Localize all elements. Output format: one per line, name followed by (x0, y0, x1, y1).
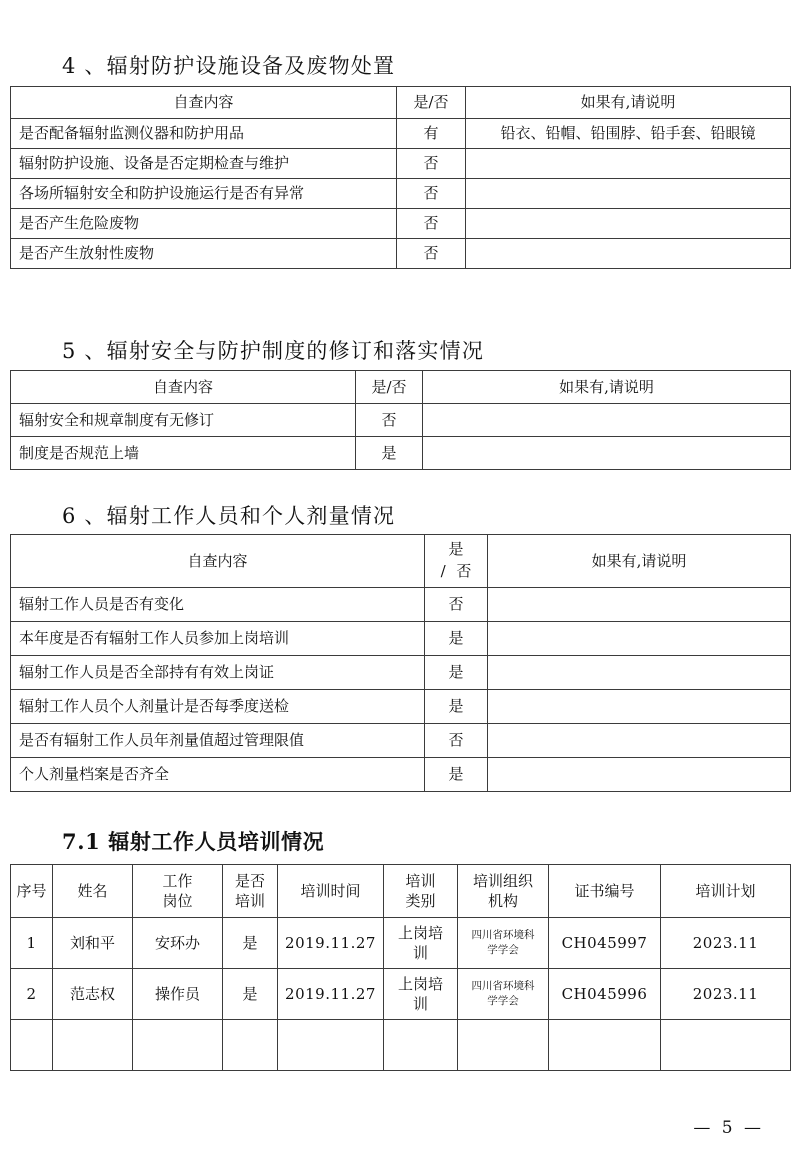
row-content: 辐射安全和规章制度有无修订 (11, 404, 356, 437)
row-content: 辐射工作人员个人剂量计是否每季度送检 (11, 690, 425, 724)
cell-name: 范志权 (53, 969, 133, 1020)
row-content: 辐射工作人员是否有变化 (11, 588, 425, 622)
row-answer: 否 (397, 179, 466, 209)
row-answer: 否 (397, 149, 466, 179)
section-6-heading: 6 、辐射工作人员和个人剂量情况 (62, 504, 396, 528)
column-header-content: 自查内容 (11, 535, 425, 588)
row-answer: 是 (425, 656, 488, 690)
row-note (466, 239, 791, 269)
yes-no-stack (433, 539, 479, 583)
row-content: 个人剂量档案是否齐全 (11, 758, 425, 792)
cell-trained: 是 (223, 918, 278, 969)
cell-position (133, 1020, 223, 1071)
column-header-seq: 序号 (11, 865, 53, 918)
column-header-plan: 培训计划 (661, 865, 791, 918)
cell-organization (458, 1020, 549, 1071)
section-4-heading: 4 、辐射防护设施设备及废物处置 (62, 54, 396, 78)
table-row (11, 588, 791, 622)
row-note: 铅衣、铅帽、铅围脖、铅手套、铅眼镜 (466, 119, 791, 149)
row-note (423, 404, 791, 437)
cell-organization: 四川省环境科 学学会 (458, 969, 549, 1020)
column-header-train-date: 培训时间 (278, 865, 384, 918)
table-row (11, 758, 791, 792)
column-header-yes-no (425, 535, 488, 588)
cell-category: 上岗培 训 (384, 969, 458, 1020)
column-header-cert-no: 证书编号 (549, 865, 661, 918)
row-content: 制度是否规范上墙 (11, 437, 356, 470)
section-6-table (10, 534, 791, 792)
table-row (11, 656, 791, 690)
section-4-table (10, 86, 791, 269)
cell-cert-no: CH045997 (549, 918, 661, 969)
column-header-position: 工作 岗位 (133, 865, 223, 918)
table-row (11, 404, 791, 437)
row-answer: 是 (425, 690, 488, 724)
cell-cert-no: CH045996 (549, 969, 661, 1020)
cell-trained (223, 1020, 278, 1071)
section-5-table (10, 370, 791, 470)
section-5-heading: 5 、辐射安全与防护制度的修订和落实情况 (62, 339, 485, 363)
table-header-row (11, 87, 791, 119)
row-content: 是否配备辐射监测仪器和防护用品 (11, 119, 397, 149)
table-row (11, 119, 791, 149)
table-header-row (11, 371, 791, 404)
cell-seq (11, 1020, 53, 1071)
section-7-1-heading: 7.1 辐射工作人员培训情况 (62, 829, 325, 854)
cell-category (384, 1020, 458, 1071)
row-answer: 否 (397, 209, 466, 239)
column-header-content: 自查内容 (11, 371, 356, 404)
header-no: 否 (456, 562, 472, 580)
row-answer: 否 (397, 239, 466, 269)
cell-seq: 2 (11, 969, 53, 1020)
cell-seq: 1 (11, 918, 53, 969)
header-yes: 是 / (440, 540, 470, 580)
cell-plan: 2023.11 (661, 918, 791, 969)
row-content: 是否产生放射性废物 (11, 239, 397, 269)
cell-train-date: 2019.11.27 (278, 918, 384, 969)
table-row (11, 1020, 791, 1071)
row-answer: 是 (425, 758, 488, 792)
table-row (11, 149, 791, 179)
column-header-category: 培训 类别 (384, 865, 458, 918)
row-note (488, 724, 791, 758)
row-content: 辐射工作人员是否全部持有有效上岗证 (11, 656, 425, 690)
row-note (488, 622, 791, 656)
column-header-note: 如果有,请说明 (466, 87, 791, 119)
table-row (11, 622, 791, 656)
column-header-note: 如果有,请说明 (488, 535, 791, 588)
row-note (488, 690, 791, 724)
table-row (11, 969, 791, 1020)
cell-trained: 是 (223, 969, 278, 1020)
cell-organization: 四川省环境科 学学会 (458, 918, 549, 969)
row-content: 辐射防护设施、设备是否定期检查与维护 (11, 149, 397, 179)
row-note (488, 758, 791, 792)
table-row (11, 179, 791, 209)
column-header-yes-no: 是/否 (356, 371, 423, 404)
cell-name: 刘和平 (53, 918, 133, 969)
table-row (11, 239, 791, 269)
row-answer: 是 (425, 622, 488, 656)
cell-plan (661, 1020, 791, 1071)
column-header-content: 自查内容 (11, 87, 397, 119)
table-row (11, 209, 791, 239)
table-header-row (11, 535, 791, 588)
row-note (466, 209, 791, 239)
row-note (466, 179, 791, 209)
training-records-table (10, 864, 791, 1071)
row-note (423, 437, 791, 470)
cell-position: 安环办 (133, 918, 223, 969)
row-answer: 是 (356, 437, 423, 470)
row-content: 各场所辐射安全和防护设施运行是否有异常 (11, 179, 397, 209)
column-header-name: 姓名 (53, 865, 133, 918)
table-row (11, 437, 791, 470)
column-header-note: 如果有,请说明 (423, 371, 791, 404)
row-content: 是否产生危险废物 (11, 209, 397, 239)
row-answer: 否 (425, 724, 488, 758)
cell-position: 操作员 (133, 969, 223, 1020)
row-answer: 否 (356, 404, 423, 437)
table-row (11, 690, 791, 724)
row-content: 是否有辐射工作人员年剂量值超过管理限值 (11, 724, 425, 758)
table-row (11, 918, 791, 969)
cell-train-date: 2019.11.27 (278, 969, 384, 1020)
cell-train-date (278, 1020, 384, 1071)
cell-category: 上岗培 训 (384, 918, 458, 969)
row-note (466, 149, 791, 179)
column-header-organization: 培训组织 机构 (458, 865, 549, 918)
page-number: — 5 — (693, 1118, 764, 1138)
column-header-trained: 是否 培训 (223, 865, 278, 918)
row-note (488, 656, 791, 690)
row-note (488, 588, 791, 622)
row-content: 本年度是否有辐射工作人员参加上岗培训 (11, 622, 425, 656)
table-header-row (11, 865, 791, 918)
column-header-yes-no: 是/否 (397, 87, 466, 119)
row-answer: 有 (397, 119, 466, 149)
row-answer: 否 (425, 588, 488, 622)
cell-cert-no (549, 1020, 661, 1071)
cell-name (53, 1020, 133, 1071)
table-row (11, 724, 791, 758)
cell-plan: 2023.11 (661, 969, 791, 1020)
